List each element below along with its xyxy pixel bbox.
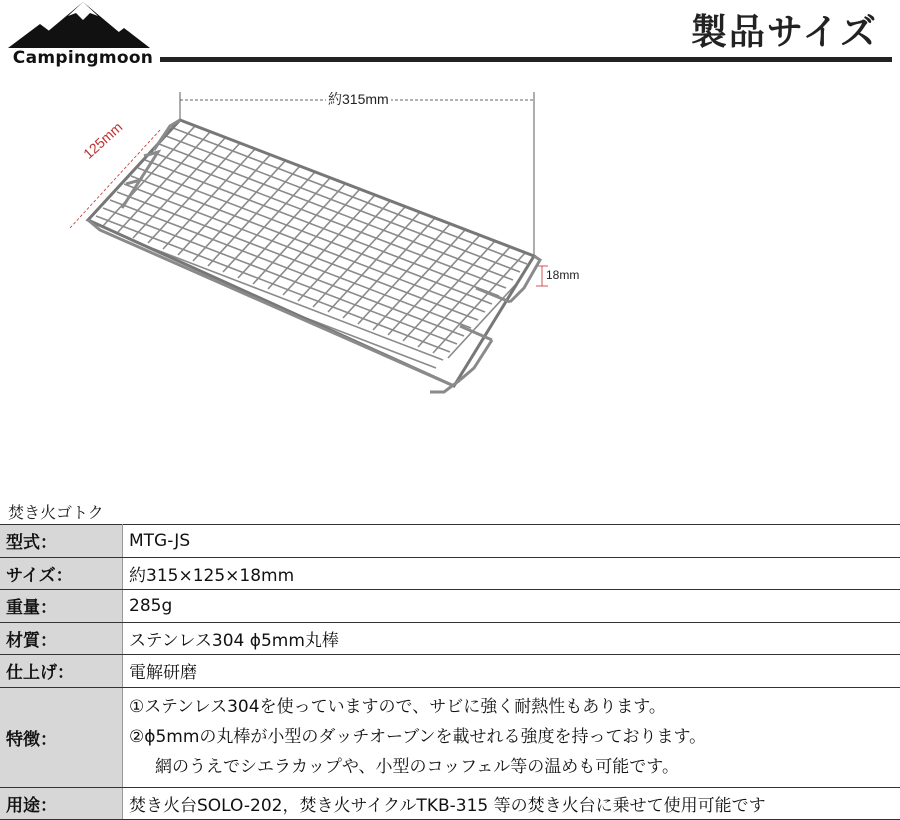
spec-value: 約315×125×18mm [123,557,900,590]
table-row [0,787,900,820]
table-row [0,557,900,590]
table-row [0,590,900,623]
length-dimension-label: 約315mm [326,89,391,109]
brand-name: Campingmoon [8,48,158,68]
feature-line: ②ϕ5mmの丸棒が小型のダッチオーブンを載せれる強度を持っております。 [129,722,894,752]
product-caption: 焚き火ゴトク [8,500,104,523]
spec-table [0,524,900,820]
spec-value: 電解研磨 [123,655,900,688]
spec-value [123,687,900,787]
brand-logo [8,0,158,70]
spec-value: 285g [123,590,900,623]
spec-value: ステンレス304 ϕ5mm丸棒 [123,622,900,655]
spec-key: 特徴： [0,687,123,787]
spec-key: 仕上げ： [0,655,123,688]
spec-key: 用途： [0,787,123,820]
spec-key: 材質： [0,622,123,655]
height-dimension-label: 18mm [546,268,579,282]
table-row [0,655,900,688]
spec-value: 焚き火台SOLO-202，焚き火サイクルTKB-315 等の焚き火台に乗せて使用可能です [123,787,900,820]
table-row [0,525,900,558]
table-row [0,687,900,787]
spec-value: MTG-JS [123,525,900,558]
title-divider [160,57,892,62]
table-row [0,622,900,655]
spec-key: 型式： [0,525,123,558]
spec-key: 重量： [0,590,123,623]
feature-line: ①ステンレス304を使っていますので、サビに強く耐熱性もあります。 [129,692,894,722]
feature-line: 網のうえでシエラカップや、小型のコッフェル等の温めも可能です。 [129,752,894,782]
page-title: 製品サイズ [691,4,878,55]
spec-key: サイズ： [0,557,123,590]
mountain-logo-icon [8,0,158,50]
width-dimension-label: 125mm [80,119,125,162]
